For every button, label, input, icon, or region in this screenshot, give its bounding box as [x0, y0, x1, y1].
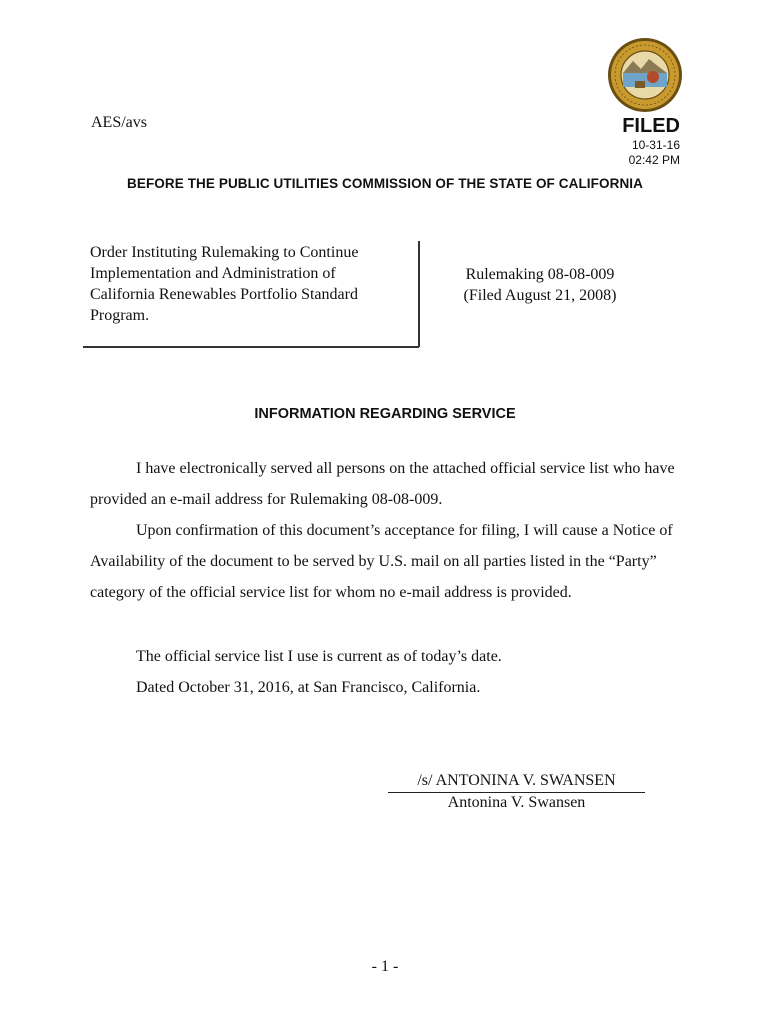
filed-stamp — [600, 114, 680, 168]
docket-filed-date: (Filed August 21, 2008) — [463, 287, 617, 304]
document-title: INFORMATION REGARDING SERVICE — [254, 406, 516, 422]
page-number: - 1 - — [371, 958, 399, 975]
caption-line: Program. — [90, 307, 150, 324]
document-code: AES/avs — [91, 114, 147, 131]
body-paragraph: Upon confirmation of this document’s acceptance for filing, I will cause a Notice of Availability of the document to be served by U.S. mail on all parties listed in the “Party” category of the official service list for whom no e-mail address is provided. — [90, 522, 673, 601]
caption-line: California Renewables Portfolio Standard — [90, 286, 358, 303]
body-paragraph: The official service list I use is current as of today’s date. — [136, 648, 502, 665]
body-paragraph: I have electronically served all persons on the attached official service list who have provided an e-mail address for Rulemaking 08-08-009. — [90, 460, 675, 508]
caption-proceeding-title — [90, 242, 408, 326]
docket-number: Rulemaking 08-08-009 — [465, 266, 615, 283]
seal-icon — [607, 37, 683, 113]
caption-divider-horizontal — [83, 346, 419, 348]
caption-line: Implementation and Administration of — [90, 265, 336, 282]
caption-docket — [440, 264, 640, 306]
filed-date: 10-31-16 — [631, 138, 680, 152]
filed-time: 02:42 PM — [628, 153, 680, 167]
signer-name: Antonina V. Swansen — [447, 794, 586, 811]
filed-label: FILED — [622, 115, 680, 137]
dated-line: Dated October 31, 2016, at San Francisco, California. — [136, 679, 481, 696]
caption-divider-vertical — [418, 241, 420, 347]
signature-line: /s/ ANTONINA V. SWANSEN — [388, 771, 645, 793]
commission-seal — [607, 37, 683, 113]
caption-line: Order Instituting Rulemaking to Continue — [90, 244, 359, 261]
court-heading: BEFORE THE PUBLIC UTILITIES COMMISSION OF THE STATE OF CALIFORNIA — [127, 176, 643, 191]
